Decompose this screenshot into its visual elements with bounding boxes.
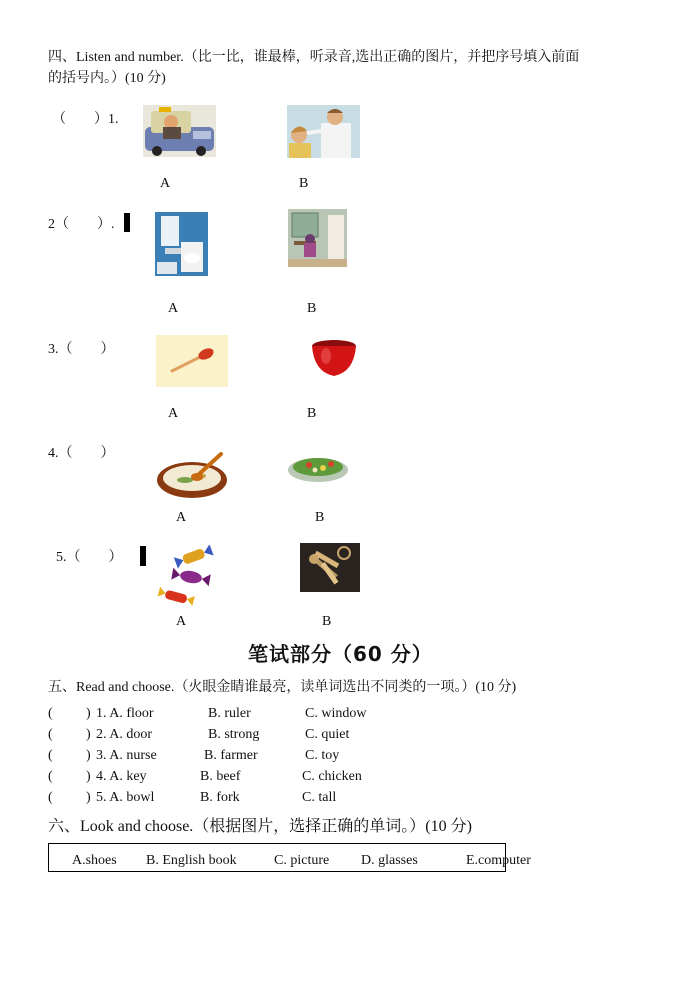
option-c-text: C. quiet bbox=[305, 727, 350, 742]
taxi-driver-icon bbox=[143, 105, 216, 157]
q2-option-b: B bbox=[307, 301, 317, 316]
q3-option-b: B bbox=[307, 406, 317, 421]
option-a-text: 2. A. door bbox=[96, 727, 152, 742]
doctor-patient-icon bbox=[287, 105, 360, 158]
open-paren: ( bbox=[48, 706, 53, 721]
red-bowl-icon bbox=[310, 338, 358, 378]
option-c-text: C. toy bbox=[305, 748, 340, 763]
word-bank-row bbox=[0, 852, 695, 870]
option-b-text: B. strong bbox=[208, 727, 260, 742]
option-b-text: B. beef bbox=[200, 769, 241, 784]
text-cursor bbox=[124, 213, 130, 232]
q5-label: 5.（ ） bbox=[56, 550, 123, 565]
open-paren: ( bbox=[48, 769, 53, 784]
open-paren: ( bbox=[48, 727, 53, 742]
section5-row-1 bbox=[0, 705, 695, 723]
section5-row-2 bbox=[0, 726, 695, 744]
section6-title: 六、Look and choose.（根据图片，选择正确的单词。）(10 分) bbox=[48, 818, 472, 835]
close-paren: ) bbox=[86, 727, 91, 742]
option-c-text: C. chicken bbox=[302, 769, 362, 784]
close-paren: ) bbox=[86, 790, 91, 805]
section5-row-5 bbox=[0, 789, 695, 807]
q4-option-b: B bbox=[315, 510, 325, 525]
q2-option-a: A bbox=[168, 301, 179, 316]
section5-title: 五、Read and choose.（火眼金睛谁最亮，读单词选出不同类的一项。）(10 分) bbox=[48, 680, 517, 695]
option-c-text: C. tall bbox=[302, 790, 337, 805]
written-section-heading: 笔试部分（60 分） bbox=[248, 642, 433, 666]
salad-plate-icon bbox=[287, 450, 350, 485]
spoon-icon bbox=[156, 335, 228, 387]
option-b-text: B. ruler bbox=[208, 706, 251, 721]
section5-row-4 bbox=[0, 768, 695, 786]
word-option-d: D. glasses bbox=[361, 853, 418, 868]
q4-label: 4.（ ） bbox=[48, 446, 115, 461]
q2-label: 2（ ）. bbox=[48, 217, 115, 232]
section5-row-3 bbox=[0, 747, 695, 765]
close-paren: ) bbox=[86, 706, 91, 721]
q4-option-a: A bbox=[176, 510, 187, 525]
q3-label: 3.（ ） bbox=[48, 342, 115, 357]
option-c-text: C. window bbox=[305, 706, 367, 721]
word-option-c: C. picture bbox=[274, 853, 330, 868]
candies-icon bbox=[155, 545, 215, 607]
soup-bowl-icon bbox=[155, 448, 230, 500]
q3-option-a: A bbox=[168, 406, 179, 421]
open-paren: ( bbox=[48, 748, 53, 763]
option-a-text: 4. A. key bbox=[96, 769, 147, 784]
open-paren: ( bbox=[48, 790, 53, 805]
q5-option-b: B bbox=[322, 614, 332, 629]
word-option-e: E.computer bbox=[466, 853, 531, 868]
section4-title-line2: 的括号内。）(10 分) bbox=[48, 71, 166, 86]
study-room-icon bbox=[288, 209, 347, 267]
option-a-text: 1. A. floor bbox=[96, 706, 154, 721]
option-a-text: 5. A. bowl bbox=[96, 790, 155, 805]
option-b-text: B. farmer bbox=[204, 748, 258, 763]
bathroom-icon bbox=[155, 212, 208, 276]
q1-option-b: B bbox=[299, 176, 309, 191]
word-option-b: B. English book bbox=[146, 853, 237, 868]
q5-option-a: A bbox=[176, 614, 187, 629]
text-cursor-2 bbox=[140, 546, 146, 566]
q1-option-a: A bbox=[160, 176, 171, 191]
close-paren: ) bbox=[86, 769, 91, 784]
q1-label: （ ）1. bbox=[52, 112, 119, 127]
keys-icon bbox=[300, 543, 360, 592]
option-a-text: 3. A. nurse bbox=[96, 748, 157, 763]
word-option-a: A.shoes bbox=[72, 853, 117, 868]
close-paren: ) bbox=[86, 748, 91, 763]
section4-title-line1: 四、Listen and number.（比一比，谁最棒，听录音,选出正确的图片，并把序号填入前面 bbox=[48, 50, 580, 65]
option-b-text: B. fork bbox=[200, 790, 240, 805]
